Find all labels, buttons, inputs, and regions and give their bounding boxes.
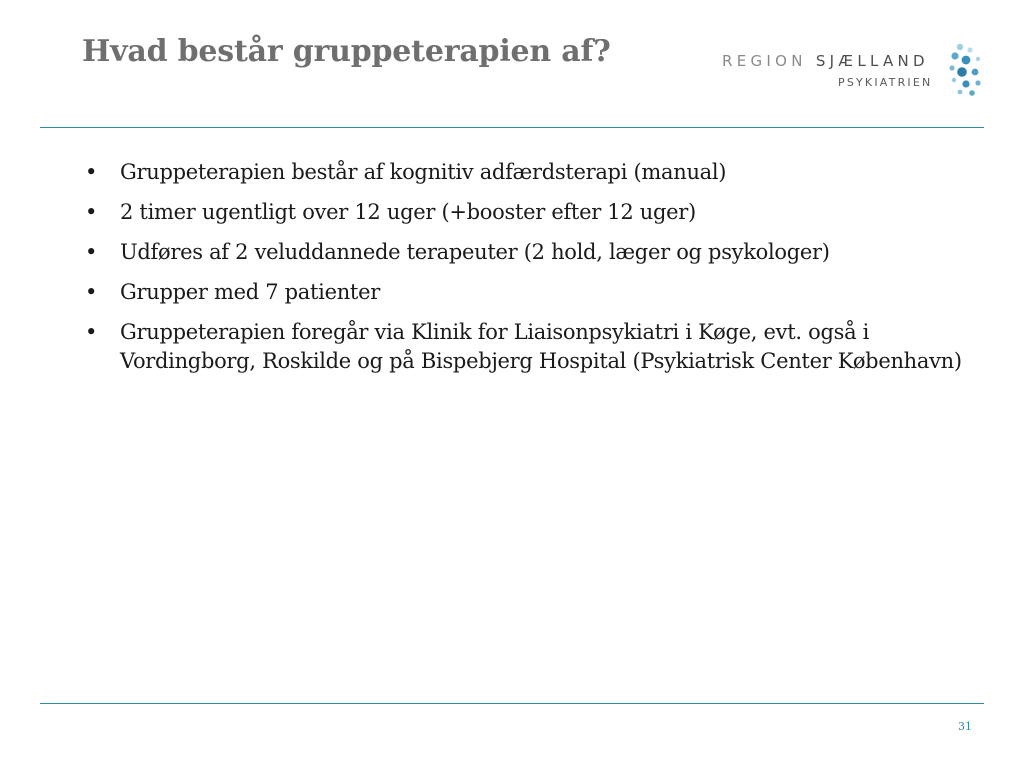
dot-cluster-icon bbox=[948, 42, 988, 100]
bullet-text: Udføres af 2 veluddannede terapeuter (2 hold, læger og psykologer) bbox=[120, 240, 830, 264]
list-item bbox=[82, 318, 982, 376]
bullet-text: Gruppeterapien foregår via Klinik for Liaisonpsykiatri i Køge, evt. også i Vordingborg, Roskilde og på Bispebjerg Hospital (Psykiatrisk Center København) bbox=[120, 320, 962, 373]
bullet-marker: • bbox=[85, 160, 98, 184]
bullet-text: 2 timer ugentligt over 12 uger (+booster efter 12 uger) bbox=[120, 200, 696, 224]
bullet-marker: • bbox=[85, 280, 98, 304]
bullet-text: Grupper med 7 patienter bbox=[120, 280, 380, 304]
list-item bbox=[82, 158, 982, 187]
page-number: 31 bbox=[958, 720, 972, 733]
logo-line-1 bbox=[722, 52, 929, 70]
bullet-marker: • bbox=[85, 240, 98, 264]
bullet-list bbox=[82, 158, 982, 387]
logo-psykiatrien-text: PSYKIATRIEN bbox=[838, 76, 933, 89]
bullet-marker: • bbox=[85, 320, 98, 344]
list-item bbox=[82, 198, 982, 227]
bullet-marker: • bbox=[85, 200, 98, 224]
header-divider bbox=[40, 127, 984, 128]
list-item bbox=[82, 238, 982, 267]
logo-sjaelland-text: SJÆLLAND bbox=[815, 52, 929, 70]
region-sjaelland-logo bbox=[722, 42, 984, 100]
logo-region-text: REGION bbox=[722, 52, 807, 70]
bullet-text: Gruppeterapien består af kognitiv adfærdsterapi (manual) bbox=[120, 160, 727, 184]
list-item bbox=[82, 278, 982, 307]
slide-title: Hvad består gruppeterapien af? bbox=[82, 34, 611, 69]
footer-divider bbox=[40, 703, 984, 704]
